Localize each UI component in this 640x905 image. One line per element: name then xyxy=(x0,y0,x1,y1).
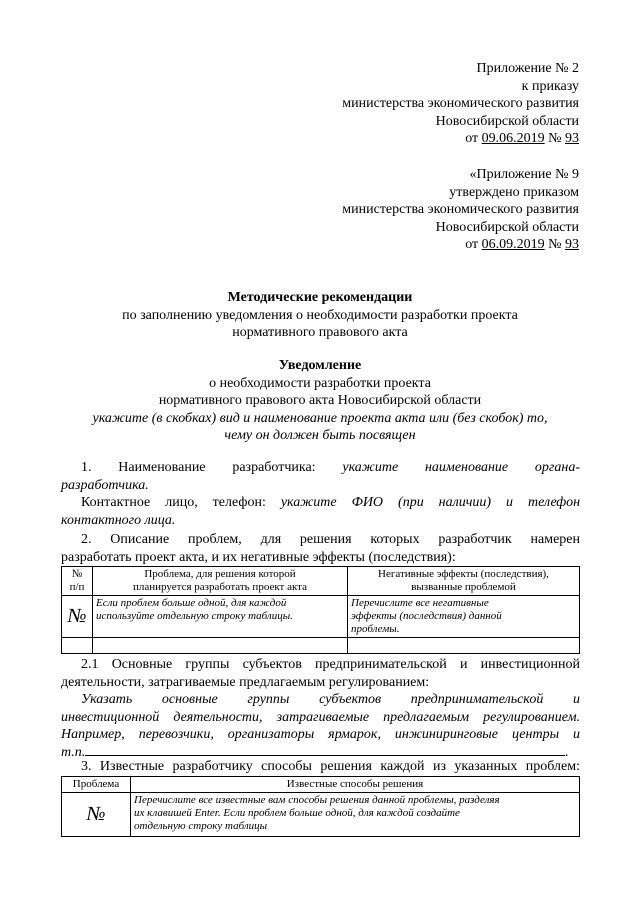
section-1-hint-a: укажите наименование органа- xyxy=(342,460,581,475)
row-effects-cell[interactable] xyxy=(348,596,580,638)
notice-block xyxy=(60,357,580,445)
appendix-header-1 xyxy=(342,60,579,148)
appendix-2-num-prefix: № xyxy=(544,237,565,253)
appendix-1-line4: Новосибирской области xyxy=(435,113,579,129)
hint4-end: . xyxy=(565,744,569,760)
col-problem-b: планируется разработать проект акта xyxy=(133,581,307,593)
table-row xyxy=(62,596,580,638)
col-problem-header: Проблема xyxy=(62,777,131,793)
section-1-line1 xyxy=(61,459,580,477)
fill-underline xyxy=(85,744,565,756)
problems-table-header xyxy=(62,567,580,596)
section-2 xyxy=(61,531,580,566)
row-number-sign: № xyxy=(62,793,131,837)
col-number-b: п/п xyxy=(69,581,85,593)
problems-table xyxy=(61,566,580,654)
row-solutions-b: их клавишей Enter. Если проблем больше одной, для каждой создайте xyxy=(134,807,460,819)
solutions-table-header xyxy=(62,777,580,793)
row-problem-cell[interactable] xyxy=(93,596,348,638)
appendix-1-num-prefix: № xyxy=(544,131,565,147)
col-number-header xyxy=(62,567,93,596)
row-effect-a: Перечислите все негативные xyxy=(351,597,489,609)
appendix-1-date: 09.06.2019 xyxy=(481,131,545,147)
empty-cell-2[interactable] xyxy=(93,638,348,654)
appendix-2-line2: утверждено приказом xyxy=(449,184,579,200)
contact-label: Контактное лицо, телефон: xyxy=(81,495,266,511)
row-number-sign: № xyxy=(62,596,93,638)
section-2-1-hint2: инвестиционной деятельности, затрагиваемые предлагаемым регулированием. xyxy=(61,709,580,725)
document-title xyxy=(60,289,580,342)
appendix-2-date-line xyxy=(342,236,579,254)
row-effect-b: эффекты (последствия) данной xyxy=(351,610,502,622)
row-solutions-cell[interactable] xyxy=(131,793,580,837)
notice-heading: Уведомление xyxy=(278,358,362,373)
section-1 xyxy=(61,459,580,529)
notice-hint1: укажите (в скобках) вид и наименование проекта акта или (без скобок) то, xyxy=(92,410,548,426)
section-2-line1: 2. Описание проблем, для решения которых разработчик намерен xyxy=(81,532,580,547)
table-row-empty xyxy=(62,638,580,654)
row-solutions-c: отдельную строку таблицы xyxy=(134,820,268,832)
title-heading: Методические рекомендации xyxy=(227,290,413,305)
appendix-2-line3: министерства экономического развития xyxy=(342,202,579,218)
appendix-1-line1: Приложение № 2 xyxy=(476,61,579,76)
appendix-2-number: 93 xyxy=(565,237,579,253)
appendix-2-date: 06.09.2019 xyxy=(481,237,545,253)
appendix-1-date-prefix: от xyxy=(465,131,482,147)
table-row xyxy=(62,793,580,837)
row-effect-c: проблемы. xyxy=(351,623,400,635)
appendix-1-line2: к приказу xyxy=(521,78,579,94)
appendix-1-line3: министерства экономического развития xyxy=(342,96,579,112)
col-solutions-header: Известные способы решения xyxy=(131,777,580,793)
section-1-label: 1. Наименование разработчика: xyxy=(81,460,316,475)
col-number-a: № xyxy=(71,568,83,580)
empty-cell-3[interactable] xyxy=(348,638,580,654)
title-line1: по заполнению уведомления о необходимости разработки проекта xyxy=(122,307,518,323)
col-effects-a: Негативные эффекты (последствия), xyxy=(378,568,549,580)
appendix-2-line1: «Приложение № 9 xyxy=(469,167,579,182)
appendix-1-date-line xyxy=(342,130,579,148)
row-problem-a: Если проблем больше одной, для каждой xyxy=(96,597,287,609)
hint4-text: т.п. xyxy=(61,744,86,760)
section-2-1 xyxy=(61,656,580,762)
title-line2: нормативного правового акта xyxy=(232,325,408,341)
appendix-2-line4: Новосибирской области xyxy=(435,219,579,235)
section-1-hint-b: разработчика. xyxy=(61,477,149,493)
notice-hint2: чему он должен быть посвящен xyxy=(224,428,416,444)
contact-hint-a: укажите ФИО (при наличии) и телефон xyxy=(280,495,581,511)
section-1-contact xyxy=(61,494,580,512)
contact-hint-b: контактного лица. xyxy=(61,512,176,528)
section-3-line1: 3. Известные разработчику способы решения каждой из указанных проблем: xyxy=(81,759,580,774)
section-3 xyxy=(61,758,580,776)
col-effects-header xyxy=(348,567,580,596)
row-problem-b: используйте отдельную строку таблицы. xyxy=(96,610,293,622)
section-2-1-hint1: Указать основные группы субъектов предпринимательской и xyxy=(81,692,580,708)
solutions-table xyxy=(61,776,580,837)
notice-line2: нормативного правового акта Новосибирской области xyxy=(158,393,482,409)
col-effects-b: вызванные проблемой xyxy=(411,581,516,593)
appendix-2-date-prefix: от xyxy=(465,237,482,253)
appendix-header-2 xyxy=(342,166,579,254)
section-2-1-line2: деятельности, затрагиваемые предлагаемым регулированием: xyxy=(61,674,430,690)
col-problem-a: Проблема, для решения которой xyxy=(144,568,296,580)
col-problem-header xyxy=(93,567,348,596)
appendix-1-number: 93 xyxy=(565,131,579,147)
notice-line1: о необходимости разработки проекта xyxy=(209,375,431,391)
row-solutions-a: Перечислите все известные вам способы решения данной проблемы, разделяя xyxy=(134,794,500,806)
section-2-line2: разработать проект акта, и их негативные эффекты (последствия): xyxy=(61,549,456,565)
section-2-1-line1: 2.1 Основные группы субъектов предпринимательской и инвестиционной xyxy=(81,657,580,672)
section-2-1-hint3: Например, перевозчики, организаторы ярмарок, инжиниринговые центры и xyxy=(61,727,580,743)
empty-cell-1[interactable] xyxy=(62,638,93,654)
